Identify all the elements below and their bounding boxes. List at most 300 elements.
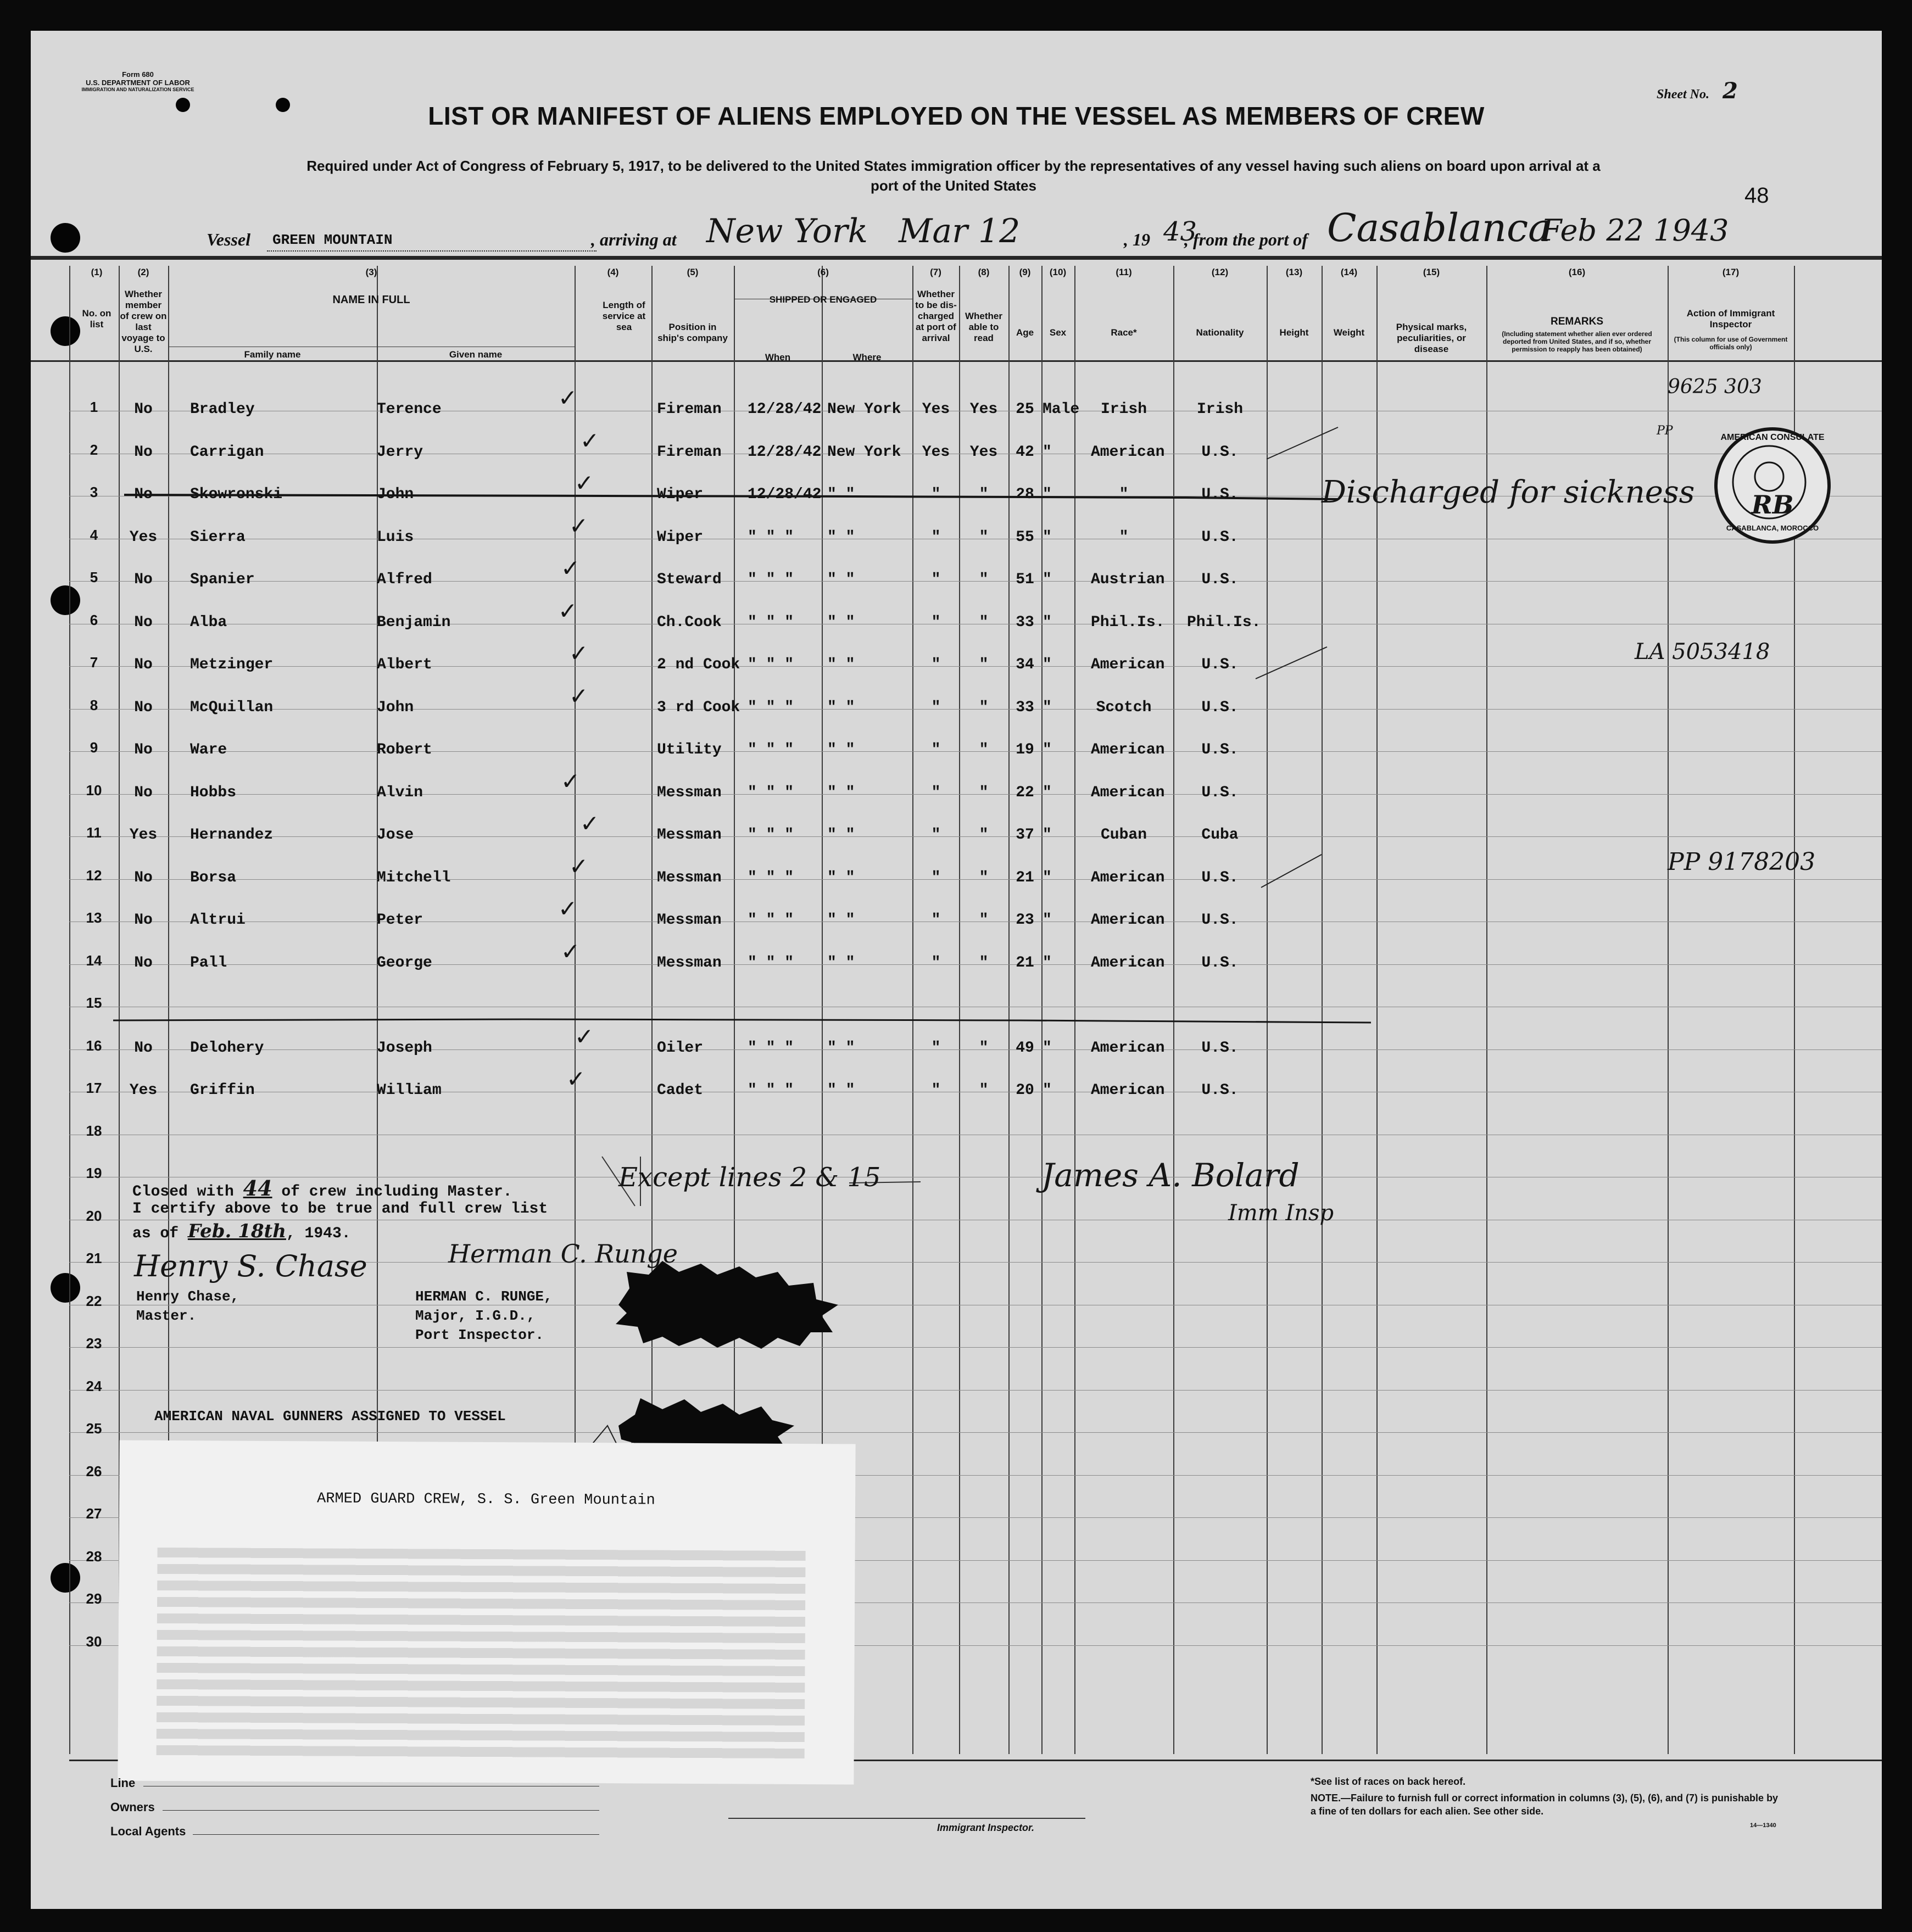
stamp-bottom-text: CASABLANCA, MOROCCO [1726,524,1819,532]
row-number: 9 [90,739,98,756]
cell-where: " " [827,954,855,971]
cell-pos: Wiper [657,486,704,503]
row-number: 6 [90,611,98,628]
cell-pos: Cadet [657,1082,704,1099]
cell-when: " " " [748,869,794,886]
col-num-8: (8) [978,267,990,277]
col-head-sex: Sex [1049,327,1067,338]
row-number: 30 [86,1633,102,1650]
cell-sex: " [1043,613,1052,631]
cell-family: Delohery [190,1039,264,1057]
closed-prefix: Closed with [132,1183,234,1200]
cell-race: American [1091,784,1165,801]
cell-disch: " [931,869,941,886]
col-num-17: (17) [1722,267,1740,277]
cell-read: " [979,869,989,886]
cell-given: William [377,1082,442,1099]
cell-pos: Fireman [657,443,722,461]
cell-when: " " " [748,912,794,929]
cell-race: American [1091,954,1165,971]
row-number: 24 [86,1377,102,1394]
row-number: 1 [90,399,98,415]
cell-nat: Irish [1196,401,1243,418]
cell-pos: Oiler [657,1039,704,1057]
col-num-11: (11) [1116,267,1132,277]
cell-read: " [979,912,989,929]
row6-inspector-number: LA 5053418 [1635,639,1770,665]
cell-given: Luis [377,528,414,546]
cell-race: Scotch [1096,699,1152,716]
cell-age: 51 [1016,571,1034,588]
row-number: 3 [90,484,98,500]
form-number: Form 680 [122,70,154,79]
cell-disch: " [931,613,941,631]
subtitle-line-1: Required under Act of Congress of February 5, 1917, to be delivered to the United States immigration officer by the representatives of any vessel having such aliens on board upon arrival at a [306,158,1601,174]
cell-prev: No [134,443,153,461]
master-title: Master. [136,1308,197,1324]
cell-nat: Cuba [1201,827,1239,844]
cell-read: " [979,613,989,631]
inspector-signature: Herman C. Runge [448,1239,678,1269]
cell-nat: U.S. [1201,869,1239,886]
cell-given: Jose [377,827,414,844]
row-number: 29 [86,1590,102,1607]
cell-nat: U.S. [1201,528,1239,546]
cell-sex: " [1043,954,1052,971]
cell-when: " " " [748,1082,794,1099]
cell-age: 21 [1016,869,1034,886]
certify-line: I certify above to be true and full crew list [132,1200,548,1218]
armed-guard-title: ARMED GUARD CREW, S. S. Green Mountain [316,1490,655,1509]
cell-given: Peter [377,912,423,929]
cell-nat: U.S. [1201,571,1239,588]
cell-age: 33 [1016,613,1034,631]
cell-pos: Messman [657,912,722,929]
cell-race: " [1119,528,1129,546]
cell-nat: U.S. [1201,912,1239,929]
row-number: 12 [86,867,102,884]
col-head-physical: Physical marks, peculiarities, or disease [1396,322,1467,354]
from-port-label: , from the port of [1184,230,1308,249]
cell-given: Jerry [377,443,423,461]
col-num-14: (14) [1340,267,1358,277]
cell-pos: Messman [657,827,722,844]
col-num-3: (3) [365,267,377,277]
cell-given: Albert [377,656,432,673]
cell-sex: " [1043,699,1052,716]
col-head-no: No. on list [82,308,112,330]
form-service: IMMIGRATION AND NATURALIZATION SERVICE [81,87,194,92]
cell-pos: Messman [657,869,722,886]
row2-remark: Discharged for sickness [1322,474,1695,510]
col-head-when: When [765,352,791,362]
cell-disch: " [931,741,941,758]
closed-with-line [132,1176,512,1200]
col-head-given: Given name [449,349,503,360]
row-number: 23 [86,1335,102,1352]
cell-read: " [979,741,989,758]
cell-where: " " [827,699,855,716]
check-mark-icon: ✓ [561,937,581,965]
cell-family: Pall [190,954,227,971]
armed-guard-list-faded [157,1548,806,1760]
stamp-ring [1714,427,1824,537]
master-name: Henry Chase, [136,1288,239,1305]
check-mark-icon: ✓ [561,767,581,795]
col-head-remarks-note: (Including statement whether alien ever ordered deported from United States, and if so, whether permission to reapply has been obtained) [1502,330,1652,353]
cell-race: American [1091,912,1165,929]
cell-age: 21 [1016,954,1034,971]
cell-read: " [979,1082,989,1099]
check-mark-icon: ✓ [558,597,578,624]
as-of-suffix: , 1943. [286,1225,351,1242]
cell-where: " " [827,486,855,503]
crew-count: 44 [243,1176,272,1200]
check-mark-icon: ✓ [580,427,600,454]
cell-age: 20 [1016,1082,1034,1099]
master-signature: Henry S. Chase [134,1249,367,1283]
col-head-inspector: Action of Immigrant Inspector [1686,308,1775,330]
cell-race: American [1091,656,1165,673]
cell-where: New York [827,443,901,461]
cell-read: " [979,784,989,801]
cell-age: 37 [1016,827,1034,844]
cell-sex: " [1043,741,1052,758]
cell-nat: U.S. [1201,784,1239,801]
cell-disch: " [931,571,941,588]
cell-disch: " [931,784,941,801]
cell-when: " " " [748,954,794,971]
row-number: 25 [86,1420,102,1437]
cell-where: " " [827,869,855,886]
cell-pos: 2 nd Cook [657,656,740,673]
cell-nat: U.S. [1201,954,1239,971]
cell-where: New York [827,401,901,418]
col-head-remarks: REMARKS [1550,316,1604,327]
cell-race: Phil.Is. [1091,613,1165,631]
cell-prev: No [134,741,153,758]
cell-read: " [979,1039,989,1057]
check-mark-icon: ✓ [558,895,578,922]
col-head-family: Family name [244,349,301,360]
cell-prev: No [134,869,153,886]
cell-disch: Yes [922,443,950,461]
arriving-port: New York [706,212,868,250]
row-number: 16 [86,1037,102,1054]
cell-given: Robert [377,741,432,758]
cell-race: American [1091,741,1165,758]
inspector-name: HERMAN C. RUNGE, [415,1288,553,1305]
cell-where: " " [827,1039,855,1057]
check-mark-icon: ✓ [566,1065,586,1092]
col-head-weight: Weight [1333,327,1365,338]
cell-prev: No [134,486,153,503]
cell-prev: Yes [129,1082,158,1099]
cell-where: " " [827,912,855,929]
immigrant-inspector-signature: James A. Bolard [1041,1157,1300,1194]
cell-pos: Messman [657,954,722,971]
cell-read: " [979,699,989,716]
cell-family: Hobbs [190,784,237,801]
cell-disch: " [931,528,941,546]
inspector-title: Port Inspector. [415,1327,544,1343]
col-head-height: Height [1279,327,1309,338]
cell-given: George [377,954,432,971]
cell-family: Spanier [190,571,255,588]
cell-prev: Yes [129,827,158,844]
cell-family: Hernandez [190,827,274,844]
col-num-10: (10) [1049,267,1067,277]
cell-sex: " [1043,486,1052,503]
cell-prev: No [134,954,153,971]
cell-race: American [1091,1039,1165,1057]
row-number: 17 [86,1080,102,1096]
cell-given: Benjamin [377,613,451,631]
cell-sex: " [1043,571,1052,588]
cell-sex: " [1043,528,1052,546]
inspector-rank: Major, I.G.D., [415,1308,536,1324]
cell-age: 28 [1016,486,1034,503]
vessel-name: GREEN MOUNTAIN [272,232,393,248]
row-number: 10 [86,781,102,799]
col-head-where: Where [852,352,882,362]
footer-agents-label: Local Agents [110,1824,186,1838]
cell-disch: " [931,1082,941,1099]
cell-race: Austrian [1091,571,1165,588]
check-mark-icon: ✓ [558,384,578,411]
check-mark-icon: ✓ [569,852,589,880]
cell-prev: No [134,699,153,716]
cell-age: 55 [1016,528,1034,546]
check-mark-icon: ✓ [575,470,594,496]
cell-disch: " [931,954,941,971]
cell-when: " " " [748,571,794,588]
col-num-4: (4) [607,267,619,277]
cell-given: Alvin [377,784,423,801]
cell-sex: " [1043,656,1052,673]
row-number: 27 [86,1505,102,1522]
col-head-length: Length of service at sea [602,300,646,332]
cell-age: 19 [1016,741,1034,758]
cell-where: " " [827,827,855,844]
check-mark-icon: ✓ [569,682,589,710]
cell-family: Bradley [190,401,255,418]
check-mark-icon: ✓ [575,1023,594,1050]
row-number: 8 [90,696,98,713]
cell-sex: Male [1043,401,1080,418]
cell-family: Carrigan [190,443,264,461]
col-num-6: (6) [817,267,829,277]
cell-family: Ware [190,741,227,758]
as-of-prefix: as of [132,1225,179,1242]
cell-when: " " " [748,827,794,844]
cell-family: Skowronski [190,486,283,503]
cell-family: Metzinger [190,656,274,673]
cell-family: Alba [190,613,227,631]
cell-when: " " " [748,656,794,673]
footer-owners-label: Owners [110,1800,155,1814]
cell-where: " " [827,528,855,546]
cell-when: " " " [748,613,794,631]
cell-given: Alfred [377,571,432,588]
subtitle-line-2: port of the United States [871,177,1036,194]
cell-nat: U.S. [1201,741,1239,758]
cell-prev: No [134,1039,153,1057]
row-number: 7 [90,654,98,671]
row-number: 13 [86,909,102,926]
col-head-discharged: Whether to be dis- charged at port of arrival [915,289,957,343]
cell-when: " " " [748,784,794,801]
cell-when: 12/28/42 [748,486,822,503]
cell-nat: U.S. [1201,1039,1239,1057]
arrival-date: Mar 12 [899,212,1021,250]
row-number: 20 [86,1207,102,1224]
col-num-15: (15) [1423,267,1440,277]
cell-race: " [1119,486,1129,503]
col-num-16: (16) [1568,267,1586,277]
col-num-13: (13) [1285,267,1303,277]
cell-read: Yes [969,443,998,461]
row11-inspector-number: PP 9178203 [1668,848,1816,876]
row-number: 21 [86,1250,102,1266]
cell-given: John [377,699,414,716]
cell-family: Altrui [190,912,246,929]
cell-pos: 3 rd Cook [657,699,740,716]
cell-sex: " [1043,1039,1052,1057]
cell-sex: " [1043,443,1052,461]
manifest-sheet [31,31,1882,1909]
cell-pos: Messman [657,784,722,801]
cell-read: " [979,827,989,844]
cell-sex: " [1043,912,1052,929]
sheet-number-label: Sheet No. [1657,87,1709,102]
cell-pos: Wiper [657,528,704,546]
cell-prev: No [134,401,153,418]
col-num-1: (1) [91,267,103,277]
footer-form-code: 14—1340 [1750,1822,1776,1829]
cell-given: John [377,486,414,503]
from-port: Casablanca [1327,205,1551,250]
form-department: U.S. DEPARTMENT OF LABOR [86,79,190,87]
row-number: 15 [86,995,102,1011]
row-number: 14 [86,952,102,969]
cell-pos: Fireman [657,401,722,418]
as-of-line [132,1220,351,1242]
check-mark-icon: ✓ [569,640,589,667]
cell-nat: U.S. [1201,656,1239,673]
cell-age: 34 [1016,656,1034,673]
cell-nat: Phil.Is. [1187,613,1261,631]
cell-prev: No [134,912,153,929]
check-mark-icon: ✓ [569,512,589,539]
cell-read: " [979,954,989,971]
page-number: 48 [1744,183,1769,208]
gunners-heading: AMERICAN NAVAL GUNNERS ASSIGNED TO VESSEL [154,1408,506,1425]
col-num-12: (12) [1211,267,1229,277]
footer-immigrant-inspector: Immigrant Inspector. [937,1822,1035,1833]
col-head-age: Age [1016,327,1034,338]
check-mark-icon: ✓ [580,810,600,837]
cell-disch: " [931,486,941,503]
immigrant-inspector-title: Imm Insp [1228,1200,1334,1226]
row-number: 5 [90,569,98,585]
cell-disch: " [931,1039,941,1057]
row-number: 11 [86,824,102,841]
cell-read: " [979,528,989,546]
cell-sex: " [1043,827,1052,844]
sheet-number-value: 2 [1723,78,1738,104]
year-prefix: , 19 [1124,230,1150,249]
departure-date: Feb 22 1943 [1541,213,1729,248]
col-num-5: (5) [687,267,699,277]
arrival-year: 43 [1163,216,1197,247]
cell-pos: Utility [657,741,722,758]
cell-nat: U.S. [1201,486,1239,503]
except-lines-note: Except lines 2 & 15 [618,1162,881,1193]
cell-disch: " [931,656,941,673]
cell-family: Griffin [190,1082,255,1099]
cell-read: " [979,486,989,503]
cell-race: Cuban [1100,827,1147,844]
cell-when: " " " [748,1039,794,1057]
as-of-date: Feb. 18th [187,1220,286,1242]
col-head-nationality: Nationality [1196,327,1244,338]
cell-age: 22 [1016,784,1034,801]
closed-suffix: of crew including Master. [281,1183,512,1200]
cell-race: American [1091,869,1165,886]
row-number: 22 [86,1292,102,1309]
cell-disch: Yes [922,401,950,418]
row-number: 19 [86,1165,102,1181]
cell-when: " " " [748,741,794,758]
cell-race: American [1091,443,1165,461]
row1-mark: PP [1657,424,1673,438]
cell-age: 42 [1016,443,1034,461]
cell-given: Terence [377,401,442,418]
cell-nat: U.S. [1201,1082,1239,1099]
col-num-9: (9) [1019,267,1031,277]
col-num-7: (7) [930,267,941,277]
cell-prev: No [134,656,153,673]
cell-where: " " [827,613,855,631]
cell-disch: " [931,699,941,716]
cell-when: 12/28/42 [748,401,822,418]
cell-given: Joseph [377,1039,432,1057]
cell-when: " " " [748,528,794,546]
cell-given: Mitchell [377,869,451,886]
check-mark-icon: ✓ [561,555,581,582]
cell-nat: U.S. [1201,699,1239,716]
cell-age: 25 [1016,401,1034,418]
row-number: 2 [90,441,98,458]
row-number: 18 [86,1122,102,1139]
cell-read: Yes [969,401,998,418]
cell-read: " [979,571,989,588]
cell-where: " " [827,571,855,588]
cell-age: 23 [1016,912,1034,929]
cell-where: " " [827,1082,855,1099]
col-head-race: Race* [1111,327,1137,338]
footer-line-label: Line [110,1776,136,1790]
cell-read: " [979,656,989,673]
cell-race: American [1091,1082,1165,1099]
cell-nat: U.S. [1201,443,1239,461]
col-head-prev-voyage: Whether member of crew on last voyage to U.S. [120,289,167,354]
cell-when: 12/28/42 [748,443,822,461]
cell-age: 49 [1016,1039,1034,1057]
cell-family: McQuillan [190,699,274,716]
cell-sex: " [1043,1082,1052,1099]
